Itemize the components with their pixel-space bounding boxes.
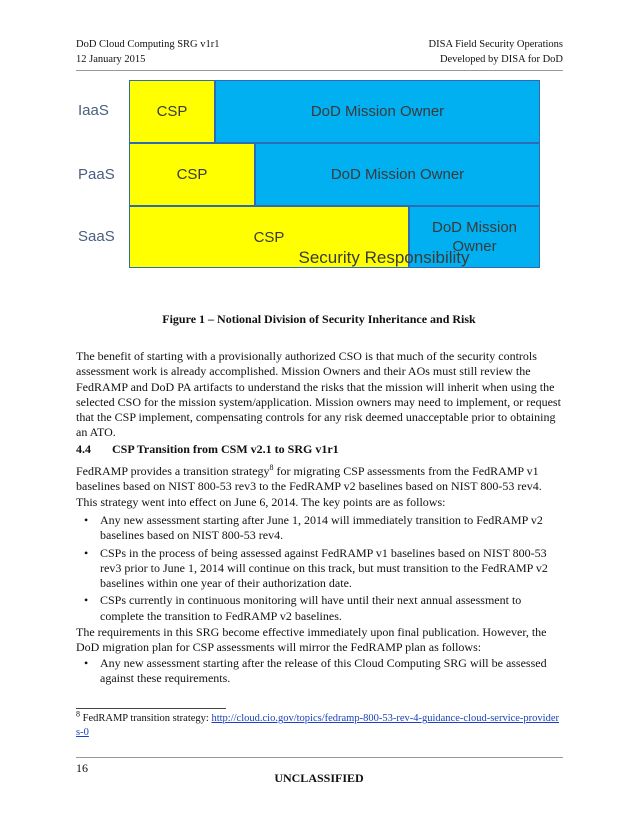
paragraph-requirements: The requirements in this SRG become effective immediately upon final publication. However, the DoD migration plan for CSP assessments will mirror the FedRAMP plan as follows: — [76, 625, 547, 655]
row-label-saas: SaaS — [78, 228, 115, 245]
bullet-text: CSPs in the process of being assessed against FedRAMP v1 baselines based on NIST 800-53 rev3 prior to June 1, 2014 will continue on this track, but must transition to the FedRAMP v2 baselines within one year of their authorization date. — [100, 545, 548, 591]
list-item — [76, 513, 563, 544]
section-number: 4.4 — [76, 442, 91, 456]
doc-date: 12 January 2015 — [76, 54, 146, 65]
list-item — [76, 656, 563, 687]
bullet-icon: • — [84, 545, 89, 560]
list-item — [76, 546, 563, 592]
header-right — [429, 37, 563, 67]
iaas-owner-label: DoD Mission Owner — [310, 103, 445, 120]
section-heading — [76, 442, 339, 457]
org-name: DISA Field Security Operations — [428, 39, 563, 50]
page-number: 16 — [76, 761, 88, 775]
paas-csp-label: CSP — [176, 166, 208, 183]
footnote-divider — [76, 708, 226, 709]
footnote-link[interactable]: http://cloud.cio.gov/topics/fedramp-800-53-rev-4-guidance-cloud-service-providers-0 — [76, 713, 559, 738]
bullet-text: Any new assessment starting after June 1, 2014 will immediately transition to FedRAMP v2 baselines based on NIST 800-53 rev4. — [100, 513, 543, 543]
row-label-paas: PaaS — [78, 166, 115, 183]
paragraph-transition-end: for migrating CSP assessments from the FedRAMP v1 baselines based on NIST 800-53 rev3 to the FedRAMP v2 baselines based on NIST 800-53 rev4. This strategy went into effect on June 6, 2014. The key points are as follows: — [76, 464, 542, 509]
transition-bullet-list — [76, 513, 563, 626]
doc-title: DoD Cloud Computing SRG v1r1 — [76, 39, 220, 50]
section-title: CSP Transition from CSM v2.1 to SRG v1r1 — [112, 442, 339, 456]
header-divider — [76, 70, 563, 71]
iaas-csp-label: CSP — [156, 103, 188, 120]
footnote-ref[interactable]: 8 — [269, 463, 274, 472]
classification-marking: UNCLASSIFIED — [274, 771, 364, 785]
migration-bullet-list — [76, 656, 563, 689]
list-item — [76, 593, 563, 624]
footnote-text: FedRAMP transition strategy: — [80, 713, 212, 724]
footnote-number: 8 — [76, 709, 80, 719]
iaas-owner-block — [215, 80, 540, 143]
iaas-csp-block — [129, 80, 215, 143]
diagram-axis-caption: Security Responsibility — [298, 248, 470, 267]
paragraph-benefit: The benefit of starting with a provisionally authorized CSO is that much of the security controls assessment work is already accomplished. Mission Owners and their AOs must still review the FedRAMP and DoD PA artifacts to understand the risks that the mission will inherit when using the selected CSO for the mission system/application. Mission owners may need to implement, or request that the CSP implement, compensating controls for any risk deemed unacceptable prior to obtaining an ATO. — [76, 349, 561, 440]
saas-owner-label-2: Owner — [452, 238, 497, 255]
header-left — [76, 37, 220, 67]
bullet-text: Any new assessment starting after the release of this Cloud Computing SRG will be assessed against these requirements. — [100, 656, 547, 686]
paas-owner-label: DoD Mission Owner — [330, 166, 465, 183]
footer-divider — [76, 757, 563, 758]
paragraph-transition — [76, 464, 563, 510]
footnote — [76, 709, 563, 740]
paas-csp-block — [129, 143, 255, 206]
saas-owner-label-1: DoD Mission — [431, 219, 518, 236]
paragraph-transition-start: FedRAMP provides a transition strategy — [76, 464, 270, 478]
bullet-icon: • — [84, 656, 89, 670]
paas-owner-block — [255, 143, 540, 206]
saas-csp-label: CSP — [253, 228, 285, 246]
row-label-iaas: IaaS — [78, 102, 109, 119]
figure-caption: Figure 1 – Notional Division of Security Inheritance and Risk — [162, 312, 476, 326]
bullet-icon: • — [84, 593, 89, 608]
bullet-icon: • — [84, 513, 89, 527]
responsibility-diagram — [64, 80, 540, 280]
developed-by: Developed by DISA for DoD — [439, 54, 563, 65]
bullet-text: CSPs currently in continuous monitoring will have until their next annual assessment to complete the transition to FedRAMP v2 baselines. — [100, 593, 522, 623]
